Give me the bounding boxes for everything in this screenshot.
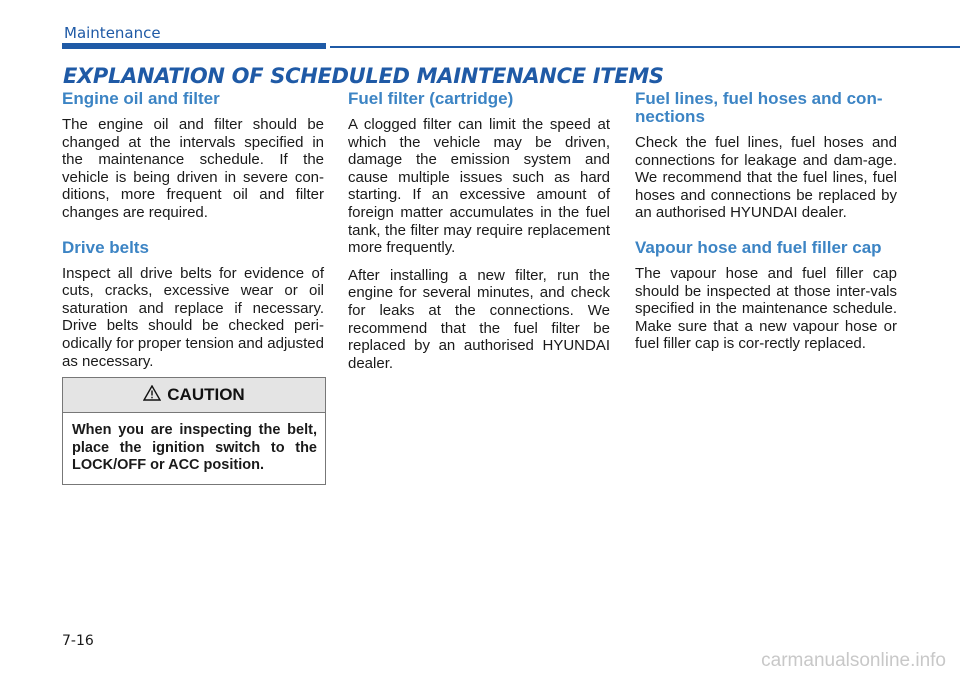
page-title: EXPLANATION OF SCHEDULED MAINTENANCE ITEMS	[63, 64, 664, 88]
caution-text: When you are inspecting the belt, place the ignition switch to the LOCK/OFF or ACC position.	[72, 422, 317, 473]
heading-fuel-filter: Fuel filter (cartridge)	[348, 89, 514, 108]
text-fuel-filter-2: After installing a new filter, run the engine for several minutes, and check for leaks at the connections. We recommend that the fuel filter be replaced by an authorised HYUNDAI dealer.	[348, 266, 610, 372]
header-rule-thick	[62, 43, 326, 49]
caution-box	[62, 377, 326, 485]
watermark: carmanualsonline.info	[761, 650, 946, 671]
text-engine-oil: The engine oil and filter should be changed at the intervals specified in the maintenance schedule. If the vehicle is being driven in severe con-ditions, more frequent oil and filter changes are required.	[62, 116, 324, 221]
text-drive-belts: Inspect all drive belts for evidence of cuts, cracks, excessive wear or oil saturation and replace if necessary. Drive belts should be checked peri-odically for proper tension and adjusted as necessary.	[62, 264, 324, 370]
warning-triangle-icon	[143, 385, 161, 406]
caution-title: CAUTION	[167, 385, 245, 404]
page-number: 7-16	[62, 633, 94, 649]
text-vapour-hose: The vapour hose and fuel filler cap should be inspected at those inter-vals specified in the maintenance schedule. Make sure that a new vapour hose or fuel filler cap is cor-rectly replaced.	[635, 264, 897, 353]
heading-engine-oil: Engine oil and filter	[62, 89, 220, 108]
text-fuel-filter-1: A clogged filter can limit the speed at which the vehicle may be driven, damage the emission system and cause multiple issues such as hard starting. If an excessive amount of foreign matter accumulates in the fuel tank, the filter may require replacement more frequently.	[348, 116, 610, 257]
heading-fuel-lines: Fuel lines, fuel hoses and con-nections	[635, 89, 883, 126]
column-right	[635, 90, 897, 353]
caution-header	[63, 378, 325, 413]
spacer	[348, 257, 610, 267]
heading-drive-belts: Drive belts	[62, 237, 149, 257]
spacer	[62, 222, 324, 239]
header-rule-thin	[330, 46, 960, 48]
text-fuel-lines: Check the fuel lines, fuel hoses and connections for leakage and dam-age. We recommend that the fuel lines, fuel hoses and connections be replaced by an authorised HYUNDAI dealer.	[635, 134, 897, 222]
heading-vapour-hose: Vapour hose and fuel filler cap	[635, 237, 882, 257]
section-label: Maintenance	[64, 24, 161, 42]
column-middle	[348, 90, 610, 372]
column-left	[62, 90, 324, 370]
spacer	[635, 222, 897, 239]
